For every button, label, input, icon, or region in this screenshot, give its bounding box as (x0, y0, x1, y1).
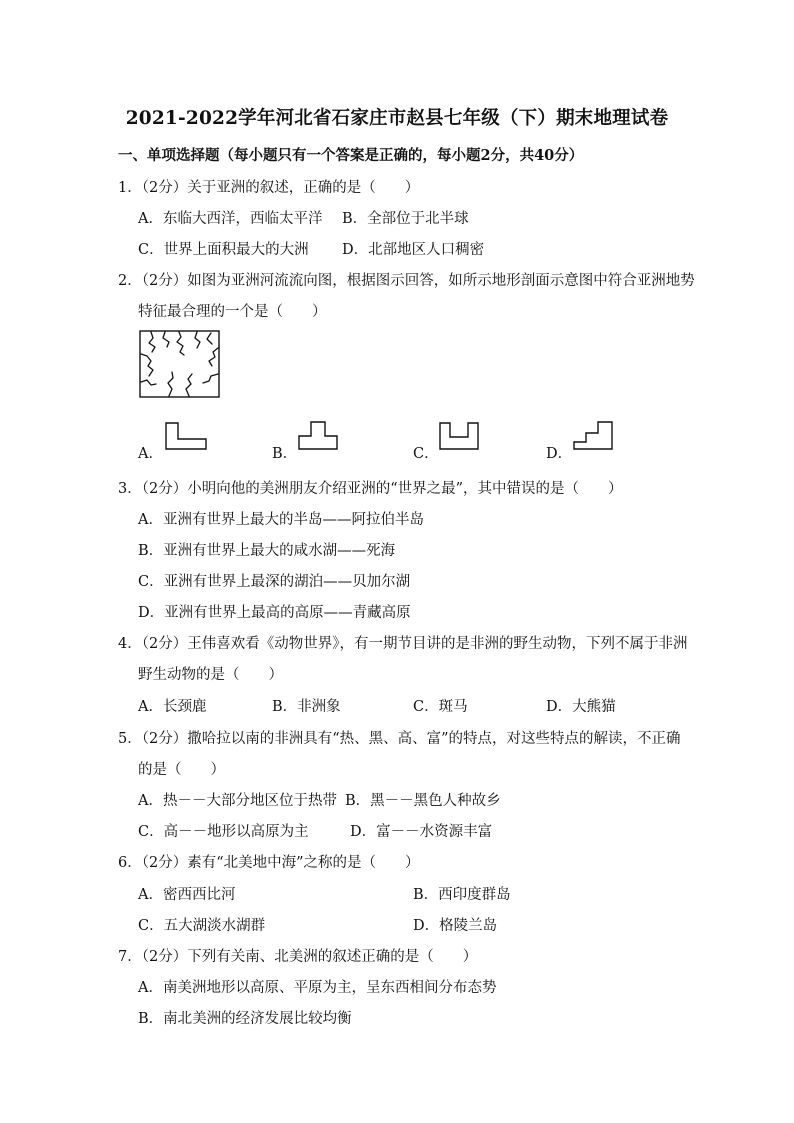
question-5-option-c: C．高－－地形以高原为主 (138, 824, 309, 840)
section-heading: 一、单项选择题（每小题只有一个答案是正确的，每小题2分，共40分） (118, 147, 584, 164)
question-3-option-a: A．亚洲有世界上最大的半岛——阿拉伯半岛 (138, 512, 424, 528)
question-7-stem: 7．（2分）下列有关南、北美洲的叙述正确的是（ ） (118, 949, 478, 965)
question-7-option-a: A．南美洲地形以高原、平原为主，呈东西相间分布态势 (138, 980, 497, 996)
question-1-option-a: A．东临大西洋，西临太平洋 (138, 211, 323, 227)
question-1-option-b: B．全部位于北半球 (342, 211, 469, 227)
question-4-stem-line-2: 野生动物的是（ ） (138, 667, 283, 683)
page-title: 2021-2022学年河北省石家庄市赵县七年级（下）期末地理试卷 (125, 108, 669, 129)
question-6-option-d: D．格陵兰岛 (413, 918, 498, 934)
question-5-stem-line-2: 的是（ ） (138, 762, 225, 778)
question-5-option-d: D．富－－水资源丰富 (350, 824, 493, 840)
question-4-option-b: B．非洲象 (272, 699, 341, 715)
question-3-option-d: D．亚洲有世界上最高的高原——青藏高原 (138, 605, 411, 621)
question-1-stem: 1．（2分）关于亚洲的叙述，正确的是（ ） (118, 180, 420, 196)
question-5-option-a: A．热－－大部分地区位于热带 (138, 793, 337, 809)
question-2-stem-line-2: 特征最合理的一个是（ ） (138, 304, 327, 320)
question-5-stem-line-1: 5．（2分）撒哈拉以南的非洲具有“热、黑、高、富”的特点，对这些特点的解读，不正确 (118, 731, 681, 747)
question-3-stem: 3．（2分）小明向他的美洲朋友介绍亚洲的“世界之最”，其中错误的是（ ） (118, 481, 623, 497)
question-1-option-c: C．世界上面积最大的大洲 (138, 242, 309, 258)
question-1-option-d: D．北部地区人口稠密 (342, 242, 485, 258)
question-4-option-c: C．斑马 (413, 699, 468, 715)
question-5-option-b: B．黑－－黑色人种故乡 (345, 793, 501, 809)
question-6-option-a: A．密西西比河 (138, 887, 236, 903)
profile-b-figure (297, 420, 339, 451)
question-2-option-c: C． (413, 446, 439, 462)
question-3-option-c: C．亚洲有世界上最深的湖泊——贝加尔湖 (138, 574, 411, 590)
question-6-option-b: B．西印度群岛 (413, 887, 511, 903)
question-2-option-a: A． (138, 446, 163, 462)
question-6-option-c: C．五大湖淡水湖群 (138, 918, 266, 934)
profile-d-figure (572, 420, 614, 451)
question-4-stem-line-1: 4．（2分）王伟喜欢看《动物世界》，有一期节目讲的是非洲的野生动物，下列不属于非洲 (118, 636, 688, 652)
profile-c-figure (438, 421, 480, 451)
question-3-option-b: B．亚洲有世界上最大的咸水湖——死海 (138, 543, 396, 559)
question-7-option-b: B．南北美洲的经济发展比较均衡 (138, 1011, 352, 1027)
question-4-option-d: D．大熊猫 (546, 699, 616, 715)
question-6-stem: 6．（2分）素有“北美地中海”之称的是（ ） (118, 855, 420, 871)
profile-a-figure (164, 421, 208, 451)
question-4-option-a: A．长颈鹿 (138, 699, 207, 715)
question-2-stem-line-1: 2．（2分）如图为亚洲河流流向图，根据图示回答，如所示地形剖面示意图中符合亚洲地势 (118, 273, 695, 289)
question-2-option-d: D． (546, 446, 573, 462)
question-2-option-b: B． (272, 446, 298, 462)
asia-river-map-figure (139, 330, 220, 398)
